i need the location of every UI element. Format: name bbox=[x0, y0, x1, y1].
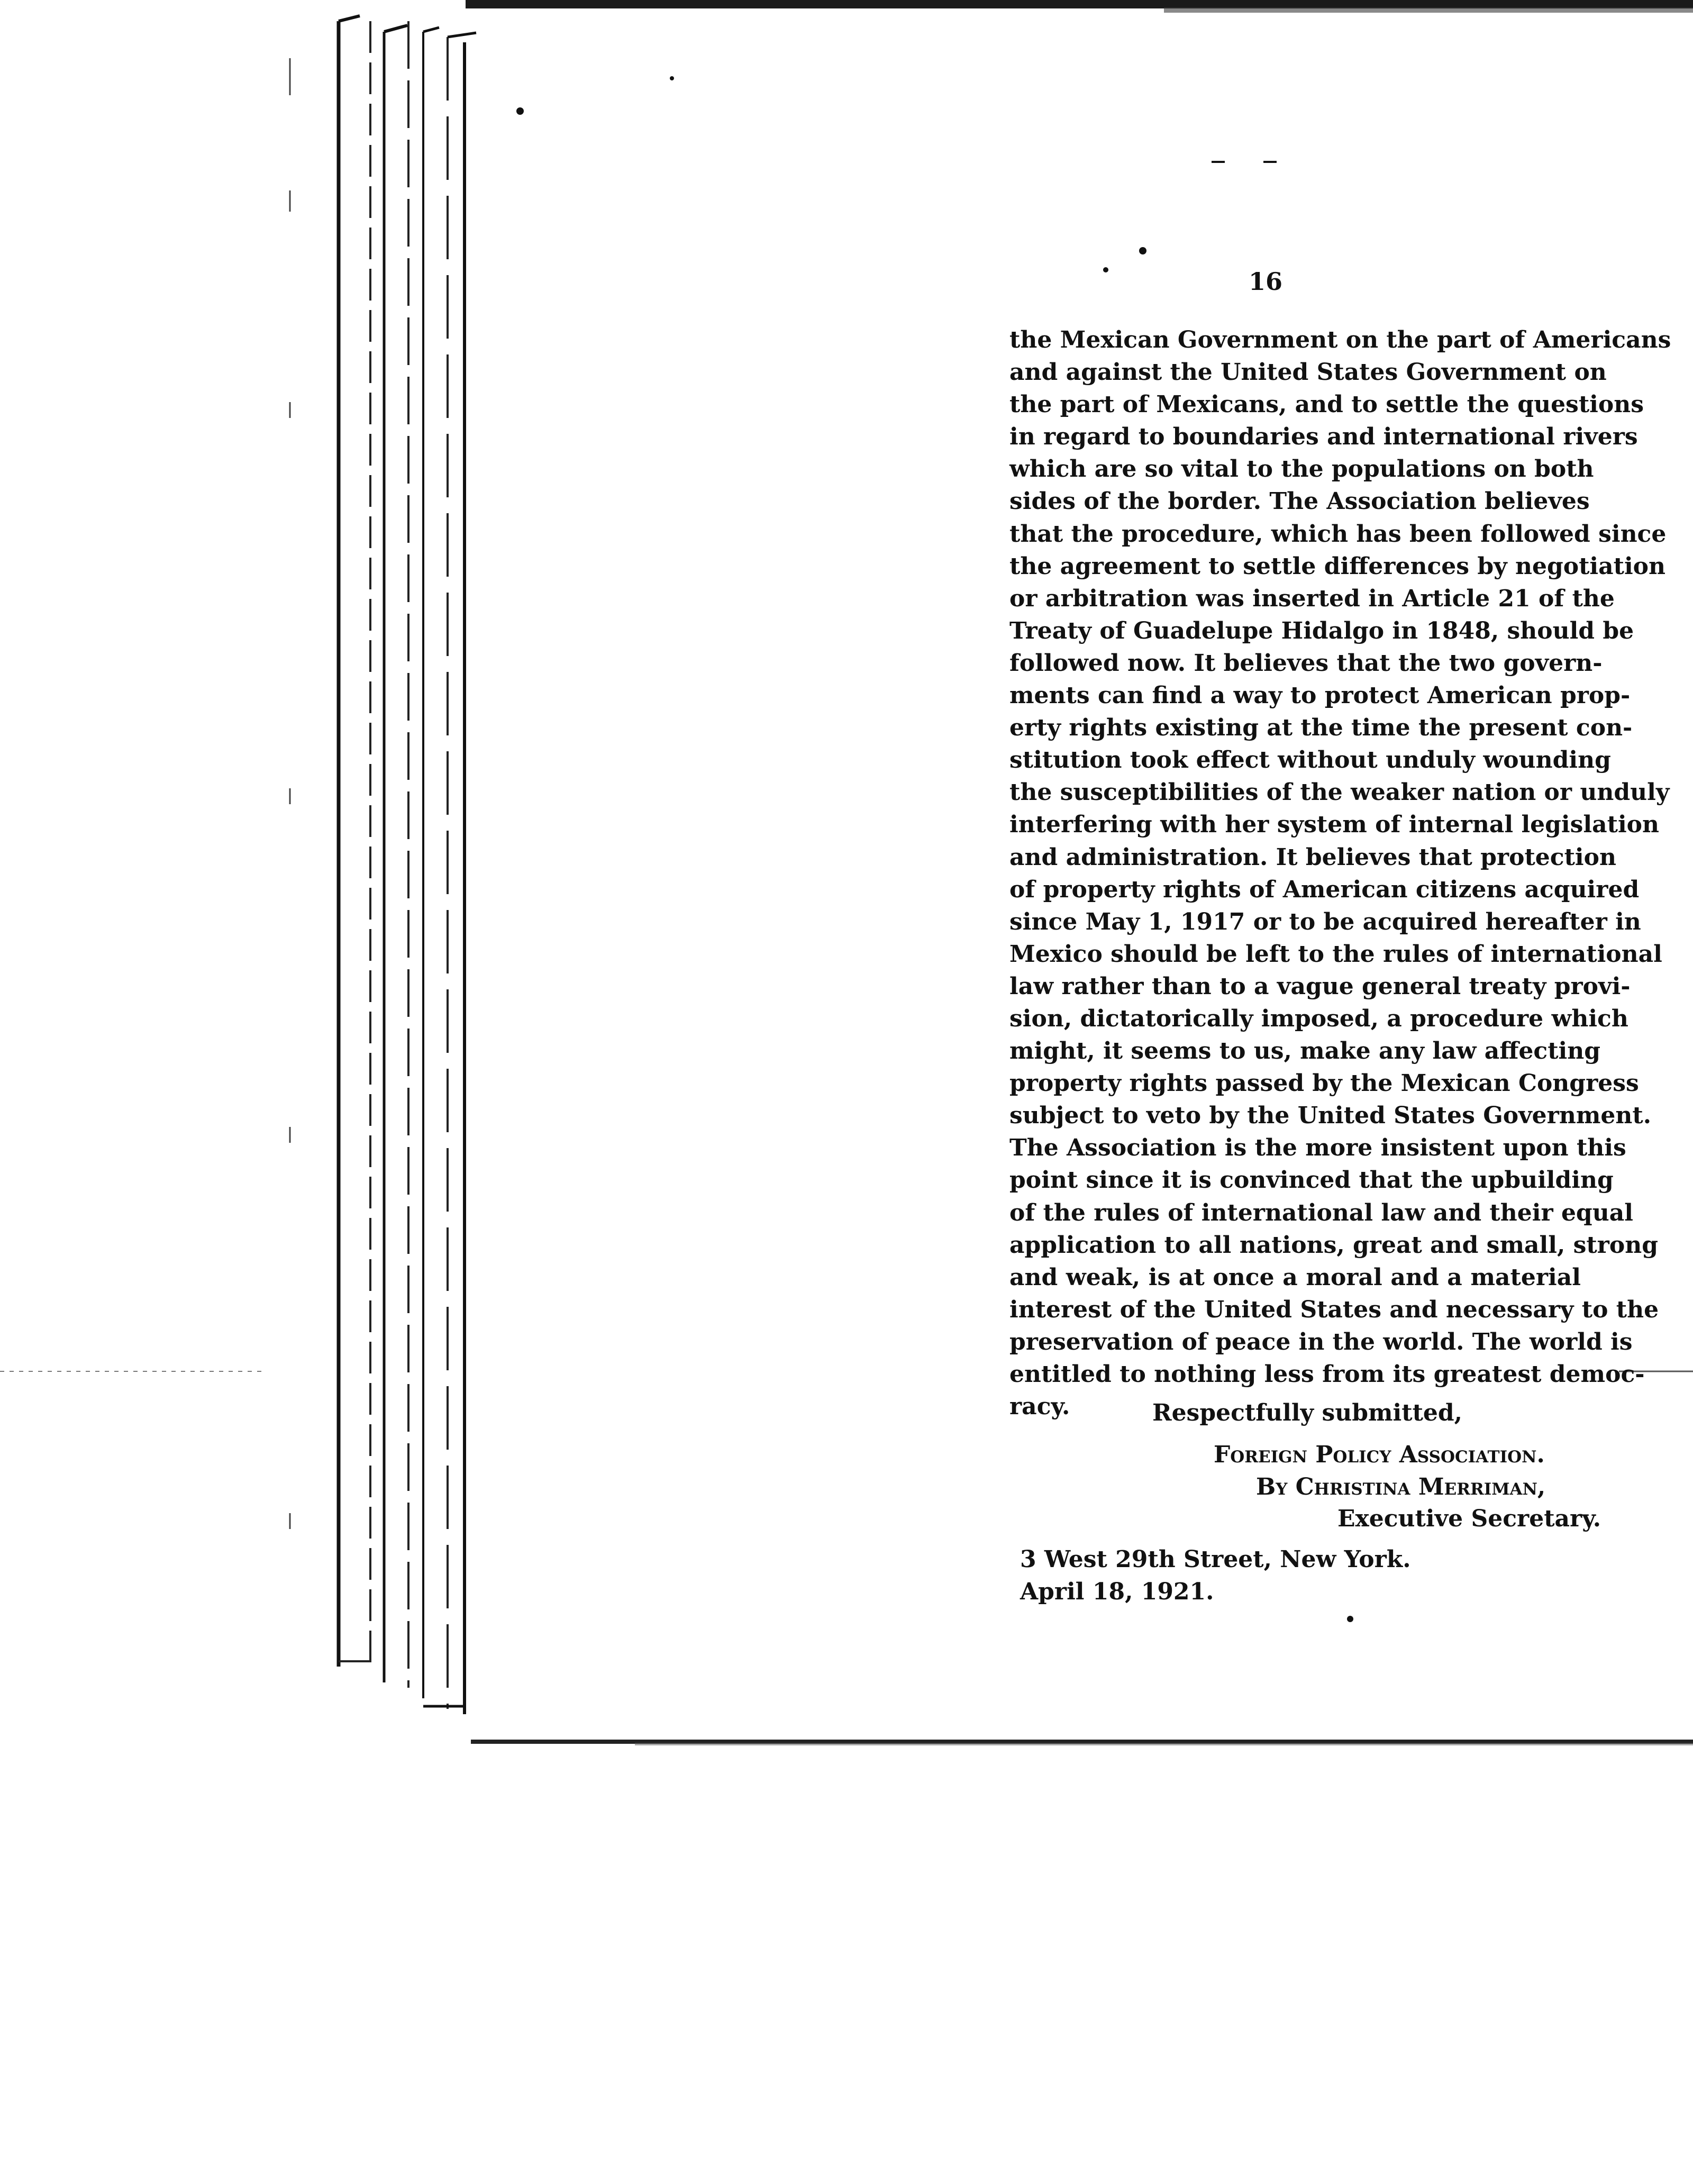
body-line: application to all nations, great and small, strong bbox=[1009, 1231, 1658, 1259]
signatory-role: Executive Secretary. bbox=[1337, 1505, 1601, 1532]
body-line: and administration. It believes that protection bbox=[1009, 843, 1616, 871]
body-line: might, it seems to us, make any law affecting bbox=[1009, 1038, 1601, 1065]
body-line: subject to veto by the United States Government. bbox=[1009, 1102, 1652, 1130]
body-line: sion, dictatorically imposed, a procedure which bbox=[1009, 1005, 1628, 1032]
body-line: of property rights of American citizens acquired bbox=[1009, 876, 1640, 903]
body-line: point since it is convinced that the upbuilding bbox=[1009, 1167, 1614, 1194]
body-line: entitled to nothing less from its greatest democ- bbox=[1009, 1361, 1645, 1388]
body-line: racy. bbox=[1009, 1393, 1070, 1421]
body-line: preservation of peace in the world. The world is bbox=[1009, 1328, 1633, 1355]
address-line: 3 West 29th Street, New York. bbox=[1020, 1546, 1411, 1573]
body-line: of the rules of international law and their equal bbox=[1009, 1199, 1633, 1226]
body-line: that the procedure, which has been followed since bbox=[1009, 520, 1667, 548]
body-line: since May 1, 1917 or to be acquired hereafter in bbox=[1009, 908, 1641, 935]
body-line: the Mexican Government on the part of Americans bbox=[1009, 326, 1671, 353]
body-line: Mexico should be left to the rules of international bbox=[1009, 940, 1662, 968]
body-line: the susceptibilities of the weaker nation or unduly bbox=[1009, 779, 1670, 806]
body-line: and against the United States Government on bbox=[1009, 359, 1607, 386]
body-line: interest of the United States and necessary to the bbox=[1009, 1296, 1659, 1323]
signatory-line: By Christina Merriman, bbox=[1256, 1473, 1546, 1500]
body-line: which are so vital to the populations on both bbox=[1009, 456, 1594, 483]
body-line: The Association is the more insistent upon this bbox=[1009, 1134, 1626, 1162]
body-line: interfering with her system of internal legislation bbox=[1009, 811, 1660, 839]
body-line: erty rights existing at the time the present con- bbox=[1009, 714, 1633, 742]
body-line: followed now. It believes that the two govern- bbox=[1009, 649, 1603, 677]
body-line: law rather than to a vague general treaty provi- bbox=[1009, 972, 1631, 1000]
organization-name: Foreign Policy Association. bbox=[1214, 1441, 1545, 1468]
closing-line: Respectfully submitted, bbox=[1152, 1399, 1462, 1426]
body-line: in regard to boundaries and international rivers bbox=[1009, 423, 1638, 451]
body-line: or arbitration was inserted in Article 21 of the bbox=[1009, 585, 1615, 612]
body-line: property rights passed by the Mexican Congress bbox=[1009, 1070, 1639, 1097]
body-line: Treaty of Guadelupe Hidalgo in 1848, should be bbox=[1009, 617, 1634, 644]
body-line: and weak, is at once a moral and a material bbox=[1009, 1263, 1581, 1291]
body-line: the part of Mexicans, and to settle the questions bbox=[1009, 391, 1644, 418]
date-line: April 18, 1921. bbox=[1020, 1578, 1214, 1605]
body-line: stitution took effect without unduly wounding bbox=[1009, 747, 1611, 774]
body-text bbox=[1009, 324, 1671, 1423]
body-line: sides of the border. The Association believes bbox=[1009, 488, 1590, 515]
body-line: ments can find a way to protect American prop- bbox=[1009, 682, 1631, 709]
page-number: 16 bbox=[1249, 267, 1283, 296]
body-line: the agreement to settle differences by negotiation bbox=[1009, 552, 1665, 580]
